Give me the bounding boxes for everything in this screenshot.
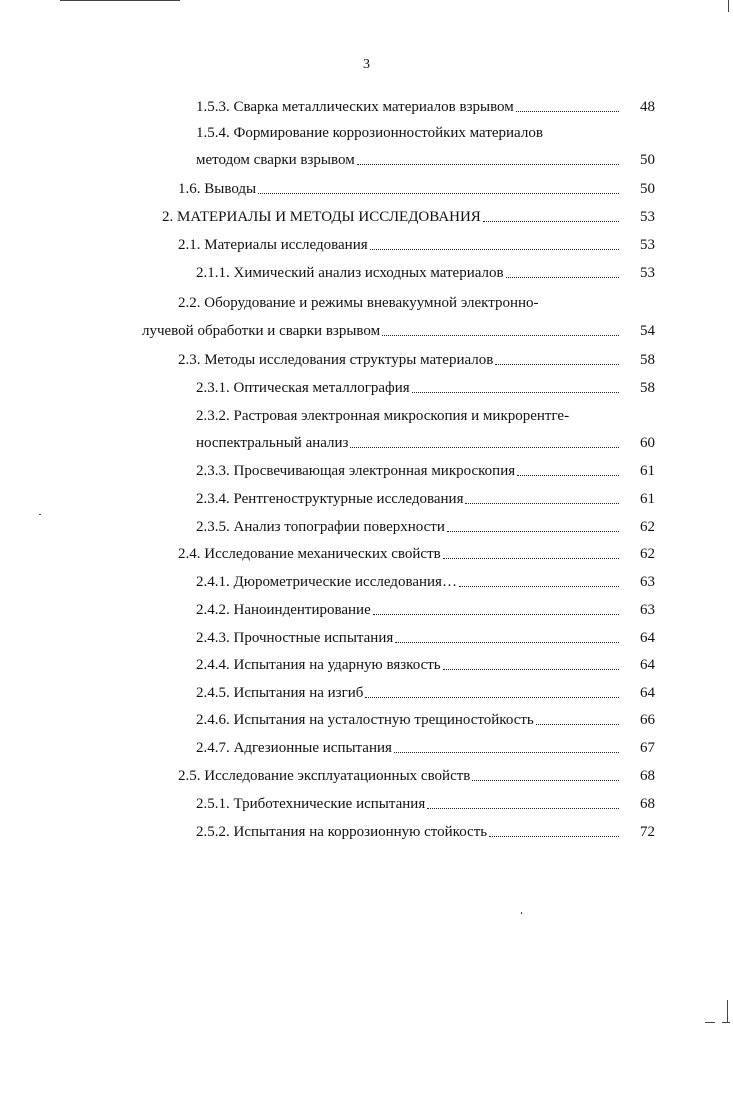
toc-page-number: 60 [640,435,655,451]
toc-leader-dots [443,668,619,670]
toc-page-number: 63 [640,602,655,618]
toc-leader-dots [412,391,619,393]
toc-leader-dots [447,530,619,532]
toc-entry-text: 1.5.4. Формирование коррозионностойких материалов [196,125,543,141]
toc-entry-2-1-1[interactable] [0,261,655,285]
toc-entry-2-4[interactable] [0,542,655,566]
toc-entry-2-3[interactable] [0,348,655,372]
toc-leader-dots [495,363,619,365]
toc-page-number: 63 [640,574,655,590]
toc-leader-dots [382,334,619,336]
toc-entry-2-4-5[interactable] [0,681,655,705]
toc-page-number: 68 [640,796,655,812]
toc-entry-2-3-3[interactable] [0,459,655,483]
toc-page-number: 48 [640,99,655,115]
toc-entry-text: методом сварки взрывом [196,152,355,168]
toc-page-number: 62 [640,546,655,562]
toc-entry-2-4-1[interactable] [0,570,655,594]
toc-entry-text: 2.3.2. Растровая электронная микроскопия и микрорентге- [196,408,570,424]
toc-page-number: 67 [640,740,655,756]
toc-leader-dots [357,163,619,165]
toc-entry-text: носпектральный анализ [196,435,349,451]
toc-entry-text: 2. МАТЕРИАЛЫ И МЕТОДЫ ИССЛЕДОВАНИЯ [162,209,481,225]
scan-dot-bottom [521,912,522,914]
toc-entry-2-5-1[interactable] [0,792,655,816]
toc-entry-2-4-6[interactable] [0,708,655,732]
toc-entry-text: 1.5.3. Сварка металлических материалов взрывом [196,99,514,115]
toc-entry-2[interactable] [0,205,655,229]
toc-entry-2-4-3[interactable] [0,626,655,650]
toc-entry-text: 2.4.4. Испытания на ударную вязкость [196,657,441,673]
toc-entry-text: 2.5.1. Триботехнические испытания [196,796,426,812]
toc-page-number: 72 [640,824,655,840]
toc-leader-dots [536,723,619,725]
toc-entry-text: 2.3.1. Оптическая металлография [196,380,410,396]
toc-entry-text: 2.4.7. Адгезионные испытания [196,740,392,756]
toc-entry-2-5-2[interactable] [0,820,655,844]
toc-entry-2-5[interactable] [0,764,655,788]
scan-mark-right-vertical [727,1000,728,1022]
toc-leader-dots [443,557,619,559]
toc-page-number: 68 [640,768,655,784]
toc-page-number: 58 [640,380,655,396]
toc-entry-text: 2.4.5. Испытания на изгиб [196,685,364,701]
toc-leader-dots [506,276,619,278]
toc-leader-dots [516,110,619,112]
toc-leader-dots [370,248,619,250]
toc-entry-1-6[interactable] [0,177,655,201]
scan-mark-top-right [728,0,729,12]
toc-entry-2-4-2[interactable] [0,598,655,622]
toc-leader-dots [489,835,619,837]
toc-page-number: 53 [640,265,655,281]
toc-leader-dots [395,641,619,643]
toc-page-number: 61 [640,463,655,479]
toc-leader-dots [459,585,619,587]
toc-entry-2-3-2-cont[interactable] [0,431,655,455]
toc-page-number: 54 [640,323,655,339]
toc-page-number: 64 [640,657,655,673]
toc-leader-dots [258,192,619,194]
toc-entry-text: 2.2. Оборудование и режимы вневакуумной электронно- [178,295,539,311]
toc-entry-2-3-4[interactable] [0,487,655,511]
toc-leader-dots [350,446,619,448]
toc-entry-2-1[interactable] [0,233,655,257]
toc-leader-dots [365,696,619,698]
page-number: 3 [363,57,370,72]
scan-mark-top-left [60,0,180,1]
toc-leader-dots [517,474,619,476]
toc-entry-text: 2.1. Материалы исследования [178,237,368,253]
toc-entry-text: 2.1.1. Химический анализ исходных материалов [196,265,504,281]
toc-leader-dots [483,220,619,222]
toc-entry-text: 2.3.3. Просвечивающая электронная микроскопия [196,463,516,479]
toc-entry-2-3-2[interactable] [0,404,655,428]
scan-mark-right-edge [705,1022,715,1023]
toc-page-number: 50 [640,181,655,197]
toc-entry-text: 2.4.6. Испытания на усталостную трещиностойкость [196,712,534,728]
toc-entry-2-3-1[interactable] [0,376,655,400]
toc-page-number: 53 [640,209,655,225]
toc-entry-text: 2.3. Методы исследования структуры материалов [178,352,494,368]
scan-mark-right-edge-2 [722,1022,730,1023]
toc-entry-text: 2.4.3. Прочностные испытания [196,630,394,646]
toc-page-number: 50 [640,152,655,168]
toc-entry-1-5-4[interactable] [0,121,655,145]
toc-page-number: 64 [640,630,655,646]
toc-page-number: 61 [640,491,655,507]
toc-leader-dots [472,779,619,781]
toc-leader-dots [394,751,619,753]
toc-entry-text: 2.5.2. Испытания на коррозионную стойкость [196,824,488,840]
toc-page-number: 58 [640,352,655,368]
toc-leader-dots [465,502,619,504]
toc-page-number: 66 [640,712,655,728]
toc-page-number: 53 [640,237,655,253]
toc-entry-text: 2.4.2. Наноиндентирование [196,602,371,618]
toc-entry-2-4-4[interactable] [0,653,655,677]
toc-entry-2-2[interactable] [0,291,655,315]
toc-entry-2-3-5[interactable] [0,515,655,539]
toc-entry-text: 2.3.4. Рентгеноструктурные исследования [196,491,464,507]
toc-entry-text: 1.6. Выводы [178,181,257,197]
toc-leader-dots [427,807,619,809]
toc-leader-dots [373,613,619,615]
toc-entry-text: 2.4.1. Дюрометрические исследования… [196,574,457,590]
toc-page-number: 64 [640,685,655,701]
toc-entry-1-5-3[interactable] [0,95,655,119]
toc-entry-text: лучевой обработки и сварки взрывом [142,323,381,339]
toc-entry-2-2-cont[interactable] [0,319,655,343]
toc-entry-1-5-4-cont[interactable] [0,148,655,172]
toc-entry-text: 2.4. Исследование механических свойств [178,546,441,562]
toc-entry-text: 2.5. Исследование эксплуатационных свойств [178,768,471,784]
toc-page-number: 62 [640,519,655,535]
toc-entry-text: 2.3.5. Анализ топографии поверхности [196,519,445,535]
toc-entry-2-4-7[interactable] [0,736,655,760]
